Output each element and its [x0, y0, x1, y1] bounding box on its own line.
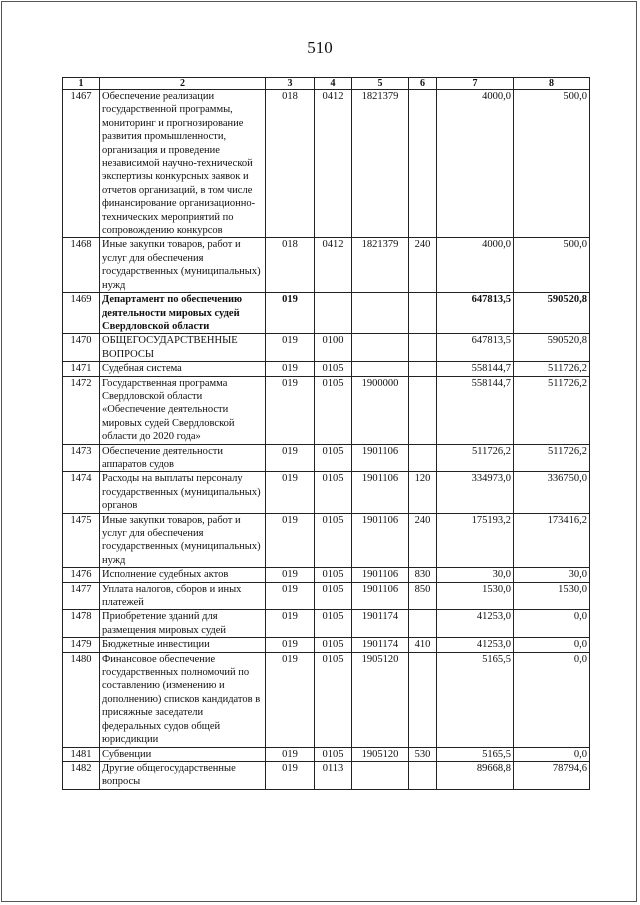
- amount-year-1: 175193,2: [437, 513, 514, 568]
- amount-year-2: 511726,2: [514, 376, 590, 444]
- table-row: [63, 652, 590, 747]
- amount-year-1: 511726,2: [437, 444, 514, 472]
- ministry-code: 019: [266, 293, 315, 334]
- table-row: [63, 362, 590, 376]
- row-description: Иные закупки товаров, работ и услуг для обеспечения государственных (муниципальных) нужд: [100, 238, 266, 293]
- amount-year-2: 78794,6: [514, 761, 590, 789]
- ministry-code: 019: [266, 652, 315, 747]
- ministry-code: 019: [266, 472, 315, 513]
- row-number: 1477: [63, 582, 100, 610]
- table-row: [63, 513, 590, 568]
- page-number: 510: [307, 38, 333, 57]
- column-header: 5: [352, 78, 409, 90]
- row-description: Финансовое обеспечение государственных полномочий по составлению (изменению и дополнению) списков кандидатов в присяжные заседатели федеральных судов общей юрисдикции: [100, 652, 266, 747]
- amount-year-2: 0,0: [514, 610, 590, 638]
- table-row: [63, 90, 590, 238]
- expense-type-code: 240: [409, 513, 437, 568]
- target-article-code: 1821379: [352, 238, 409, 293]
- row-number: 1471: [63, 362, 100, 376]
- section-code: 0105: [315, 582, 352, 610]
- amount-year-2: 0,0: [514, 652, 590, 747]
- row-number: 1476: [63, 568, 100, 582]
- expense-type-code: [409, 652, 437, 747]
- row-number: 1468: [63, 238, 100, 293]
- target-article-code: 1901174: [352, 610, 409, 638]
- row-description: Уплата налогов, сборов и иных платежей: [100, 582, 266, 610]
- expense-type-code: 530: [409, 747, 437, 761]
- section-code: 0105: [315, 652, 352, 747]
- row-number: 1467: [63, 90, 100, 238]
- row-number: 1480: [63, 652, 100, 747]
- row-number: 1482: [63, 761, 100, 789]
- row-description: Государственная программа Свердловской области «Обеспечение деятельности мировых судей Свердловской области до 2020 года»: [100, 376, 266, 444]
- amount-year-2: 511726,2: [514, 362, 590, 376]
- section-code: 0113: [315, 761, 352, 789]
- amount-year-2: 590520,8: [514, 293, 590, 334]
- table-row: [63, 747, 590, 761]
- expense-type-code: [409, 90, 437, 238]
- target-article-code: 1901106: [352, 472, 409, 513]
- amount-year-2: 500,0: [514, 238, 590, 293]
- column-header: 1: [63, 78, 100, 90]
- amount-year-2: 500,0: [514, 90, 590, 238]
- amount-year-2: 511726,2: [514, 444, 590, 472]
- row-description: Иные закупки товаров, работ и услуг для обеспечения государственных (муниципальных) нужд: [100, 513, 266, 568]
- column-header: 8: [514, 78, 590, 90]
- amount-year-1: 5165,5: [437, 747, 514, 761]
- amount-year-1: 5165,5: [437, 652, 514, 747]
- target-article-code: [352, 334, 409, 362]
- table-row: [63, 761, 590, 789]
- row-number: 1472: [63, 376, 100, 444]
- row-description: Исполнение судебных актов: [100, 568, 266, 582]
- table-row: [63, 582, 590, 610]
- row-description: Приобретение зданий для размещения мировых судей: [100, 610, 266, 638]
- target-article-code: 1901106: [352, 444, 409, 472]
- expense-type-code: 120: [409, 472, 437, 513]
- amount-year-2: 0,0: [514, 638, 590, 652]
- table-row: [63, 638, 590, 652]
- target-article-code: [352, 293, 409, 334]
- target-article-code: 1821379: [352, 90, 409, 238]
- ministry-code: 019: [266, 376, 315, 444]
- section-code: 0412: [315, 90, 352, 238]
- expense-type-code: [409, 376, 437, 444]
- row-number: 1474: [63, 472, 100, 513]
- amount-year-2: 0,0: [514, 747, 590, 761]
- table-row: [63, 610, 590, 638]
- section-code: 0105: [315, 362, 352, 376]
- row-description: Обеспечение реализации государственной программы, мониторинг и прогнозирование развития промышленности, организация и проведение независимой научно-технической экспертизы конкурсных заявок и отчетов организаций, в том числе финансирование организационно-технических мероприятий по сопровождению конкурсов: [100, 90, 266, 238]
- target-article-code: 1905120: [352, 652, 409, 747]
- amount-year-1: 30,0: [437, 568, 514, 582]
- target-article-code: 1900000: [352, 376, 409, 444]
- amount-year-2: 30,0: [514, 568, 590, 582]
- ministry-code: 019: [266, 568, 315, 582]
- section-code: 0412: [315, 238, 352, 293]
- row-description: ОБЩЕГОСУДАРСТВЕННЫЕ ВОПРОСЫ: [100, 334, 266, 362]
- section-code: 0105: [315, 568, 352, 582]
- section-code: 0105: [315, 472, 352, 513]
- amount-year-2: 1530,0: [514, 582, 590, 610]
- row-number: 1470: [63, 334, 100, 362]
- expense-type-code: [409, 444, 437, 472]
- ministry-code: 019: [266, 513, 315, 568]
- section-code: [315, 293, 352, 334]
- target-article-code: [352, 761, 409, 789]
- expense-type-code: 830: [409, 568, 437, 582]
- expense-type-code: 410: [409, 638, 437, 652]
- amount-year-1: 41253,0: [437, 610, 514, 638]
- amount-year-1: 647813,5: [437, 293, 514, 334]
- section-code: 0105: [315, 747, 352, 761]
- target-article-code: 1901174: [352, 638, 409, 652]
- ministry-code: 019: [266, 362, 315, 376]
- expense-type-code: [409, 334, 437, 362]
- ministry-code: 019: [266, 747, 315, 761]
- row-description: Другие общегосударственные вопросы: [100, 761, 266, 789]
- row-number: 1478: [63, 610, 100, 638]
- row-description: Расходы на выплаты персоналу государственных (муниципальных) органов: [100, 472, 266, 513]
- ministry-code: 019: [266, 761, 315, 789]
- row-description: Департамент по обеспечению деятельности мировых судей Свердловской области: [100, 293, 266, 334]
- section-code: 0105: [315, 513, 352, 568]
- expense-type-code: [409, 610, 437, 638]
- amount-year-1: 4000,0: [437, 238, 514, 293]
- column-header: 7: [437, 78, 514, 90]
- row-number: 1469: [63, 293, 100, 334]
- column-header: 2: [100, 78, 266, 90]
- ministry-code: 019: [266, 334, 315, 362]
- ministry-code: 019: [266, 582, 315, 610]
- table-row: [63, 472, 590, 513]
- column-header: 4: [315, 78, 352, 90]
- amount-year-2: 336750,0: [514, 472, 590, 513]
- amount-year-1: 647813,5: [437, 334, 514, 362]
- section-code: 0105: [315, 376, 352, 444]
- expense-type-code: [409, 293, 437, 334]
- row-description: Обеспечение деятельности аппаратов судов: [100, 444, 266, 472]
- ministry-code: 018: [266, 90, 315, 238]
- row-number: 1473: [63, 444, 100, 472]
- budget-table: [62, 77, 590, 790]
- amount-year-1: 558144,7: [437, 376, 514, 444]
- amount-year-1: 89668,8: [437, 761, 514, 789]
- target-article-code: 1901106: [352, 513, 409, 568]
- row-number: 1481: [63, 747, 100, 761]
- row-description: Субвенции: [100, 747, 266, 761]
- table-header-row: [63, 78, 590, 90]
- table-row: [63, 568, 590, 582]
- amount-year-1: 334973,0: [437, 472, 514, 513]
- ministry-code: 019: [266, 638, 315, 652]
- table-row: [63, 444, 590, 472]
- section-code: 0105: [315, 610, 352, 638]
- target-article-code: 1901106: [352, 568, 409, 582]
- expense-type-code: 850: [409, 582, 437, 610]
- table-row: [63, 238, 590, 293]
- row-number: 1479: [63, 638, 100, 652]
- expense-type-code: [409, 362, 437, 376]
- table-row: [63, 376, 590, 444]
- ministry-code: 019: [266, 610, 315, 638]
- amount-year-1: 558144,7: [437, 362, 514, 376]
- row-description: Бюджетные инвестиции: [100, 638, 266, 652]
- section-code: 0100: [315, 334, 352, 362]
- amount-year-2: 173416,2: [514, 513, 590, 568]
- column-header: 3: [266, 78, 315, 90]
- amount-year-2: 590520,8: [514, 334, 590, 362]
- section-code: 0105: [315, 444, 352, 472]
- expense-type-code: [409, 761, 437, 789]
- column-header: 6: [409, 78, 437, 90]
- amount-year-1: 1530,0: [437, 582, 514, 610]
- ministry-code: 019: [266, 444, 315, 472]
- target-article-code: 1905120: [352, 747, 409, 761]
- row-description: Судебная система: [100, 362, 266, 376]
- target-article-code: [352, 362, 409, 376]
- expense-type-code: 240: [409, 238, 437, 293]
- row-number: 1475: [63, 513, 100, 568]
- table-row: [63, 334, 590, 362]
- table-row: [63, 293, 590, 334]
- ministry-code: 018: [266, 238, 315, 293]
- amount-year-1: 4000,0: [437, 90, 514, 238]
- target-article-code: 1901106: [352, 582, 409, 610]
- amount-year-1: 41253,0: [437, 638, 514, 652]
- section-code: 0105: [315, 638, 352, 652]
